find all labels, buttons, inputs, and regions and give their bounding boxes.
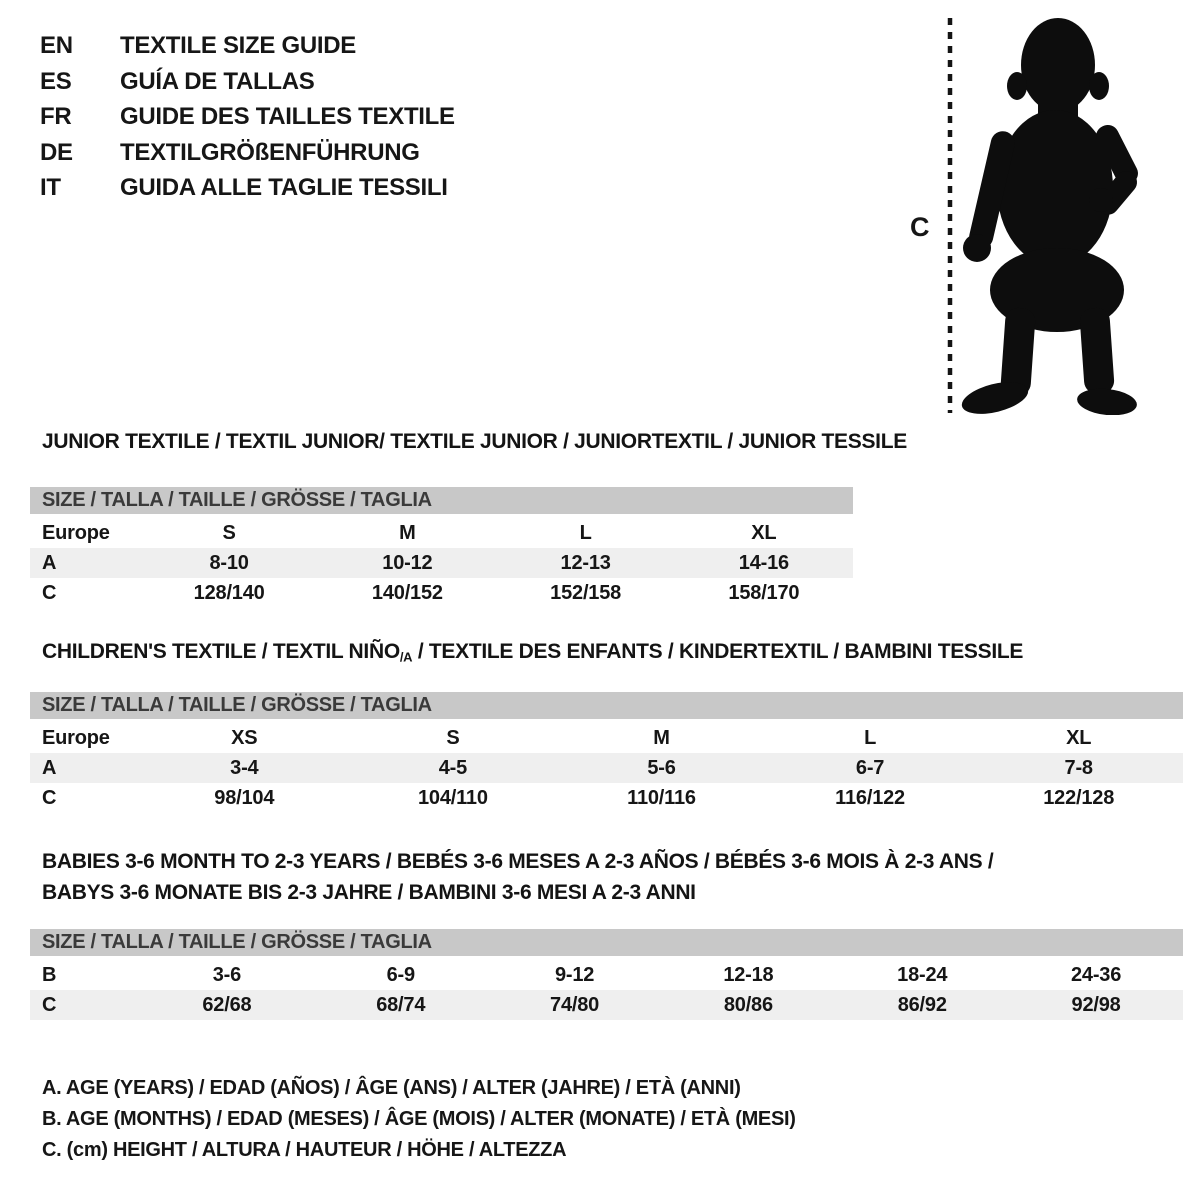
- table-row: [30, 783, 1183, 813]
- language-row-fr: [40, 99, 455, 135]
- age-cell: 18-24: [897, 963, 948, 986]
- height-cell: 68/74: [376, 993, 426, 1016]
- row-label: C: [42, 581, 57, 604]
- language-label: GUIDA ALLE TAGLIE TESSILI: [120, 174, 448, 201]
- height-cell: 128/140: [193, 581, 265, 604]
- height-cell: 74/80: [550, 993, 600, 1016]
- age-cell: 3-6: [212, 963, 242, 986]
- height-cell: 158/170: [728, 581, 800, 604]
- table-row: [30, 753, 1183, 783]
- legend-line-c: C. (cm) HEIGHT / ALTURA / HAUTEUR / HÖHE / ALTEZZA: [42, 1139, 567, 1161]
- table-row: [30, 578, 853, 608]
- junior-section-title: JUNIOR TEXTILE / TEXTIL JUNIOR/ TEXTILE JUNIOR / JUNIORTEXTIL / JUNIOR TESSILE: [42, 430, 907, 453]
- row-label: Europe: [42, 726, 110, 749]
- table-row: [30, 990, 1183, 1020]
- language-row-es: [40, 64, 455, 100]
- age-cell: 10-12: [382, 551, 433, 574]
- language-label: GUIDE DES TAILLES TEXTILE: [120, 103, 455, 130]
- language-code: IT: [40, 174, 61, 201]
- language-code: DE: [40, 138, 73, 166]
- language-label: GUÍA DE TALLAS: [120, 67, 315, 95]
- age-cell: 6-9: [386, 963, 415, 986]
- babies-title-line1: BABIES 3-6 MONTH TO 2-3 YEARS / BEBÉS 3-6 MESES A 2-3 AÑOS / BÉBÉS 3-6 MOIS À 2-3 ANS /: [42, 850, 994, 873]
- height-cell: 122/128: [1043, 786, 1115, 809]
- nino-subscript: /A: [399, 649, 413, 665]
- age-cell: 4-5: [438, 756, 468, 779]
- height-cell: 104/110: [417, 786, 488, 809]
- row-label: A: [42, 551, 57, 574]
- legend-line-a: A. AGE (YEARS) / EDAD (AÑOS) / ÂGE (ANS) / ALTER (JAHRE) / ETÀ (ANNI): [42, 1077, 741, 1099]
- age-cell: 7-8: [1064, 756, 1093, 779]
- row-label: B: [42, 963, 57, 986]
- language-row-it: [40, 170, 455, 206]
- language-list: [40, 28, 455, 206]
- children-section-title: [42, 640, 1023, 665]
- children-title-text: / TEXTILE DES ENFANTS / KINDERTEXTIL / BAMBINI TESSILE: [412, 640, 1024, 663]
- language-row-de: [40, 135, 455, 171]
- height-cell: 62/68: [202, 993, 252, 1016]
- row-label: A: [42, 756, 57, 779]
- size-cell: M: [653, 726, 670, 749]
- age-cell: 24-36: [1070, 963, 1122, 986]
- size-cell: XL: [751, 521, 777, 544]
- row-label: C: [42, 993, 57, 1016]
- size-header-bar: SIZE / TALLA / TAILLE / GRÖSSE / TAGLIA: [30, 692, 1183, 719]
- children-size-table: [30, 692, 1183, 813]
- size-header-bar: SIZE / TALLA / TAILLE / GRÖSSE / TAGLIA: [30, 487, 853, 514]
- height-cell: 140/152: [371, 581, 443, 604]
- height-cell: 98/104: [214, 786, 275, 809]
- height-cell: 92/98: [1071, 993, 1121, 1016]
- language-label: TEXTILE SIZE GUIDE: [120, 32, 356, 59]
- age-cell: 12-13: [560, 551, 611, 574]
- row-label: Europe: [42, 521, 110, 544]
- legend-line-b: B. AGE (MONTHS) / EDAD (MESES) / ÂGE (MOIS) / ALTER (MONATE) / ETÀ (MESI): [42, 1108, 796, 1130]
- age-cell: 8-10: [209, 551, 249, 574]
- toddler-figure-graphic: [900, 10, 1190, 415]
- size-cell: XS: [231, 726, 258, 749]
- toddler-silhouette: [959, 18, 1142, 415]
- language-code: FR: [40, 103, 72, 130]
- language-row-en: [40, 28, 455, 64]
- height-cell: 110/116: [627, 786, 696, 809]
- age-cell: 9-12: [554, 963, 595, 986]
- size-cell: XL: [1066, 726, 1092, 749]
- size-cell: S: [446, 726, 460, 749]
- size-cell: S: [222, 521, 236, 544]
- children-title-text: CHILDREN'S TEXTILE / TEXTIL NIÑO: [42, 640, 400, 663]
- size-cell: L: [579, 521, 592, 544]
- table-row: [30, 548, 853, 578]
- size-cell: M: [399, 521, 416, 544]
- age-cell: 12-18: [723, 963, 774, 986]
- age-cell: 3-4: [230, 756, 259, 779]
- table-row: [30, 723, 1183, 753]
- language-code: ES: [40, 67, 72, 95]
- age-cell: 6-7: [855, 756, 885, 779]
- height-cell: 80/86: [723, 993, 773, 1016]
- language-code: EN: [40, 32, 73, 59]
- size-cell: L: [864, 726, 877, 749]
- table-row: [30, 960, 1183, 990]
- language-label: TEXTILGRÖßENFÜHRUNG: [120, 138, 420, 166]
- junior-size-table: [30, 487, 853, 608]
- legend: [42, 1073, 796, 1166]
- height-cell: 116/122: [835, 786, 905, 809]
- row-label: C: [42, 786, 57, 809]
- babies-title-line2: BABYS 3-6 MONATE BIS 2-3 JAHRE / BAMBINI 3-6 MESI A 2-3 ANNI: [42, 881, 696, 904]
- age-cell: 5-6: [647, 756, 676, 779]
- size-header-bar: SIZE / TALLA / TAILLE / GRÖSSE / TAGLIA: [30, 929, 1183, 956]
- age-cell: 14-16: [738, 551, 789, 574]
- height-cell: 152/158: [550, 581, 622, 604]
- table-row: [30, 518, 853, 548]
- babies-section-title: [42, 846, 993, 908]
- figure: [900, 10, 1190, 415]
- measure-c-label: C: [910, 212, 930, 242]
- height-cell: 86/92: [897, 993, 947, 1016]
- babies-size-table: [30, 929, 1183, 1020]
